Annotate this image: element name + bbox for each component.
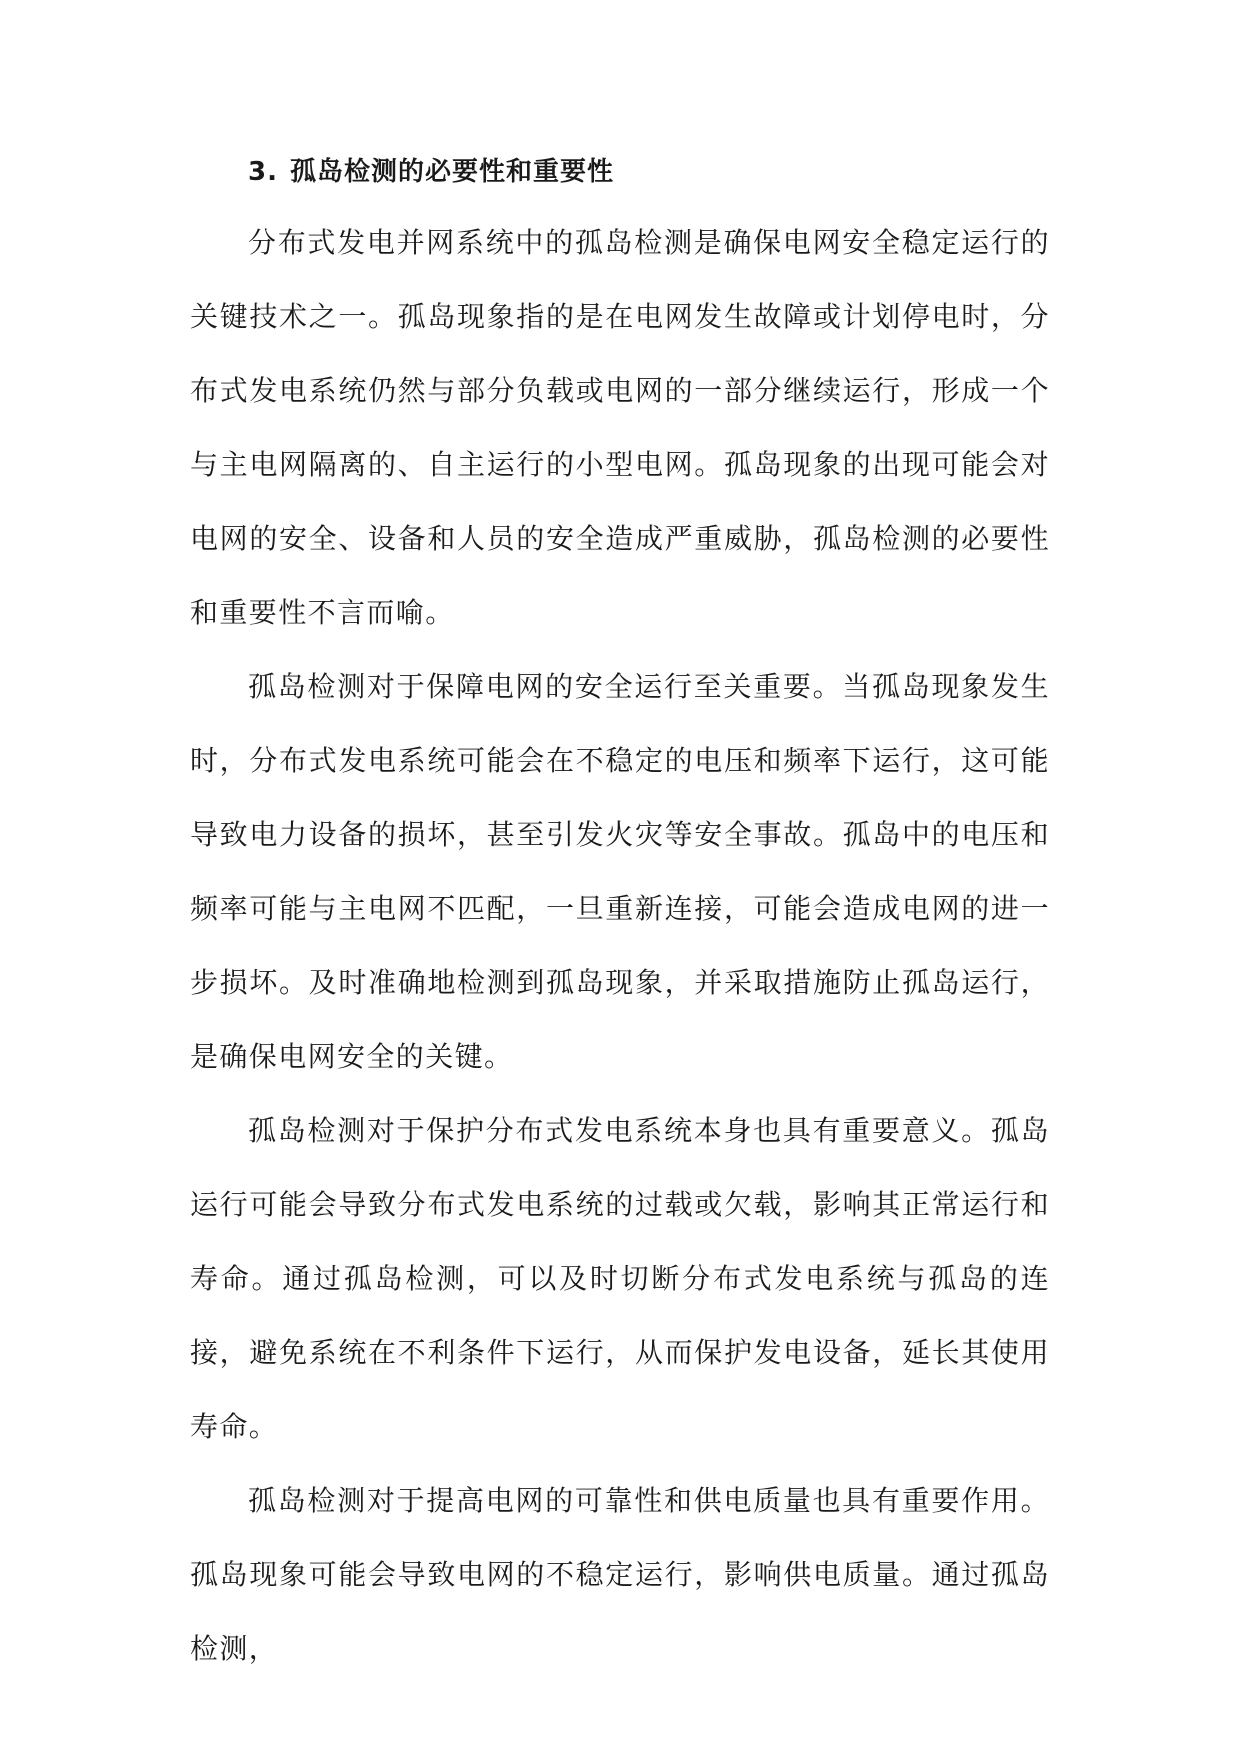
section-number: 3. bbox=[248, 157, 278, 187]
section-title: 孤岛检测的必要性和重要性 bbox=[289, 157, 614, 187]
paragraph-3: 孤岛检测对于保护分布式发电系统本身也具有重要意义。孤岛运行可能会导致分布式发电系统的过载或欠载，影响其正常运行和寿命。通过孤岛检测，可以及时切断分布式发电系统与孤岛的连接，避免系统在不利条件下运行，从而保护发电设备，延长其使用寿命。 bbox=[190, 1114, 1050, 1443]
section-heading bbox=[248, 138, 1050, 206]
paragraph-4: 孤岛检测对于提高电网的可靠性和供电质量也具有重要作用。孤岛现象可能会导致电网的不稳定运行，影响供电质量。通过孤岛检测， bbox=[190, 1484, 1050, 1665]
document-body bbox=[190, 138, 1050, 1686]
paragraph-1: 分布式发电并网系统中的孤岛检测是确保电网安全稳定运行的关键技术之一。孤岛现象指的是在电网发生故障或计划停电时，分布式发电系统仍然与部分负载或电网的一部分继续运行，形成一个与主电网隔离的、自主运行的小型电网。孤岛现象的出现可能会对电网的安全、设备和人员的安全造成严重威胁，孤岛检测的必要性和重要性不言而喻。 bbox=[190, 226, 1050, 629]
paragraph-2: 孤岛检测对于保障电网的安全运行至关重要。当孤岛现象发生时，分布式发电系统可能会在不稳定的电压和频率下运行，这可能导致电力设备的损坏，甚至引发火灾等安全事故。孤岛中的电压和频率可能与主电网不匹配，一旦重新连接，可能会造成电网的进一步损坏。及时准确地检测到孤岛现象，并采取措施防止孤岛运行，是确保电网安全的关键。 bbox=[190, 670, 1050, 1073]
